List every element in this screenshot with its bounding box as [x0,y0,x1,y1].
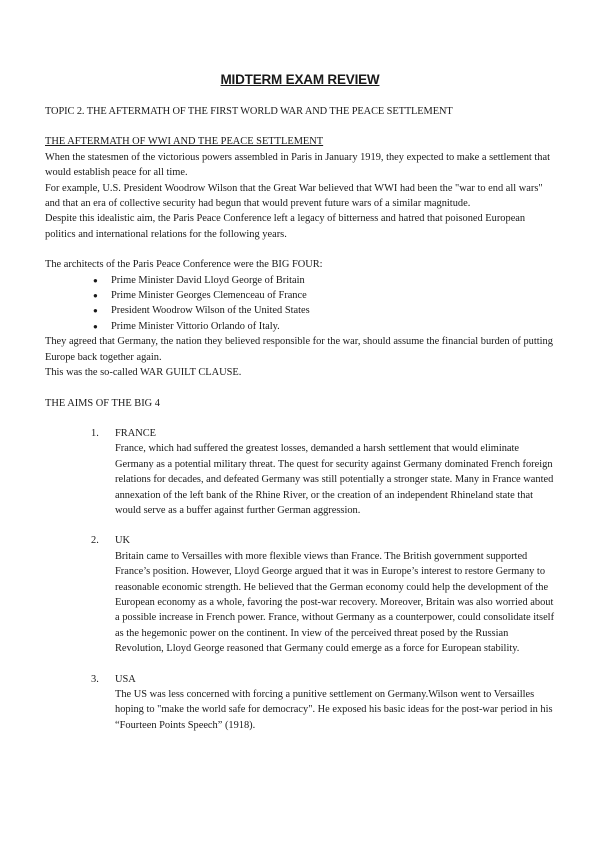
intro-paragraph: When the statesmen of the victorious powers assembled in Paris in January 1919, they expected to make a settlement that would establish peace for all time. [45,151,550,179]
aim-text: Britain came to Versailles with more flexible views than France. The British government supported France’s position. However, Lloyd George argued that it was in Europe’s interest to restore Germany to reasonable economic strength. He believed that the German economy could help the development of the European economy as a whole, favoring the post-war recovery. Moreover, Britain was also worried about a possible increase in French power. France, without Germany as a counterpower, could consolidate itself as the hegemonic power on the continent. In view of the perceived threat posed by the Russian Revolution, Lloyd George reasoned that Germany could emerge as a force for European stability. [115,550,555,655]
aims-heading: THE AIMS OF THE BIG 4 [45,397,160,409]
aim-country: UK [115,535,131,547]
aim-number: 2. [91,535,99,547]
big-four-intro: The architects of the Paris Peace Conference were the BIG FOUR: [45,259,323,271]
topic-line: TOPIC 2. THE AFTERMATH OF THE FIRST WORLD WAR AND THE PEACE SETTLEMENT [45,106,453,117]
war-guilt-paragraph: They agreed that Germany, the nation they believed responsible for the war, should assume the financial burden of putting Europe back together again. [45,336,553,363]
big-four-list [45,273,557,335]
aim-item-france [45,426,557,518]
list-item: ● Prime Minister David Lloyd George of Britain [93,273,557,288]
document-body [45,104,557,733]
aim-number: 1. [91,427,99,439]
list-item: ● Prime Minister Vittorio Orlando of Italy. [93,319,557,334]
section-heading: THE AFTERMATH OF WWI AND THE PEACE SETTLEMENT [45,136,324,148]
aim-item-uk [45,533,557,656]
aim-number: 3. [91,673,99,685]
war-guilt-clause-line: This was the so-called WAR GUILT CLAUSE. [45,367,242,379]
aim-item-usa [45,672,557,734]
list-item: ● Prime Minister Georges Clemenceau of France [93,288,557,303]
aims-list [45,426,557,733]
aim-text: The US was less concerned with forcing a punitive settlement on Germany.Wilson went to Versailles hoping to "make the world safe for democracy". He exposed his basic ideas for the post-war period in his “Fourteen Points Speech” (1918). [115,689,553,731]
list-item: ● President Woodrow Wilson of the United States [93,303,557,318]
aim-country: FRANCE [115,427,156,439]
page-title: MIDTERM EXAM REVIEW [220,72,380,87]
aim-text: France, which had suffered the greatest losses, demanded a harsh settlement that would eliminate Germany as a potential military threat. The quest for security against Germany dominated French foreign relations for decades, and defeated Germany was still potentially a stronger state. Many in France wanted annexation of the left bank of the Rhine River, or the creation of an independent Rhineland state that would serve as a buffer against further German aggression. [115,443,554,516]
intro-paragraph: Despite this idealistic aim, the Paris Peace Conference left a legacy of bitterness and hatred that poisoned European politics and international relations for the following years. [45,213,526,240]
aim-country: USA [115,673,136,685]
intro-paragraph: For example, U.S. President Woodrow Wilson that the Great War believed that WWI had been the "war to end all wars" and that an era of collective security had begun that would prevent future wars of a similar magnitude. [45,182,543,210]
